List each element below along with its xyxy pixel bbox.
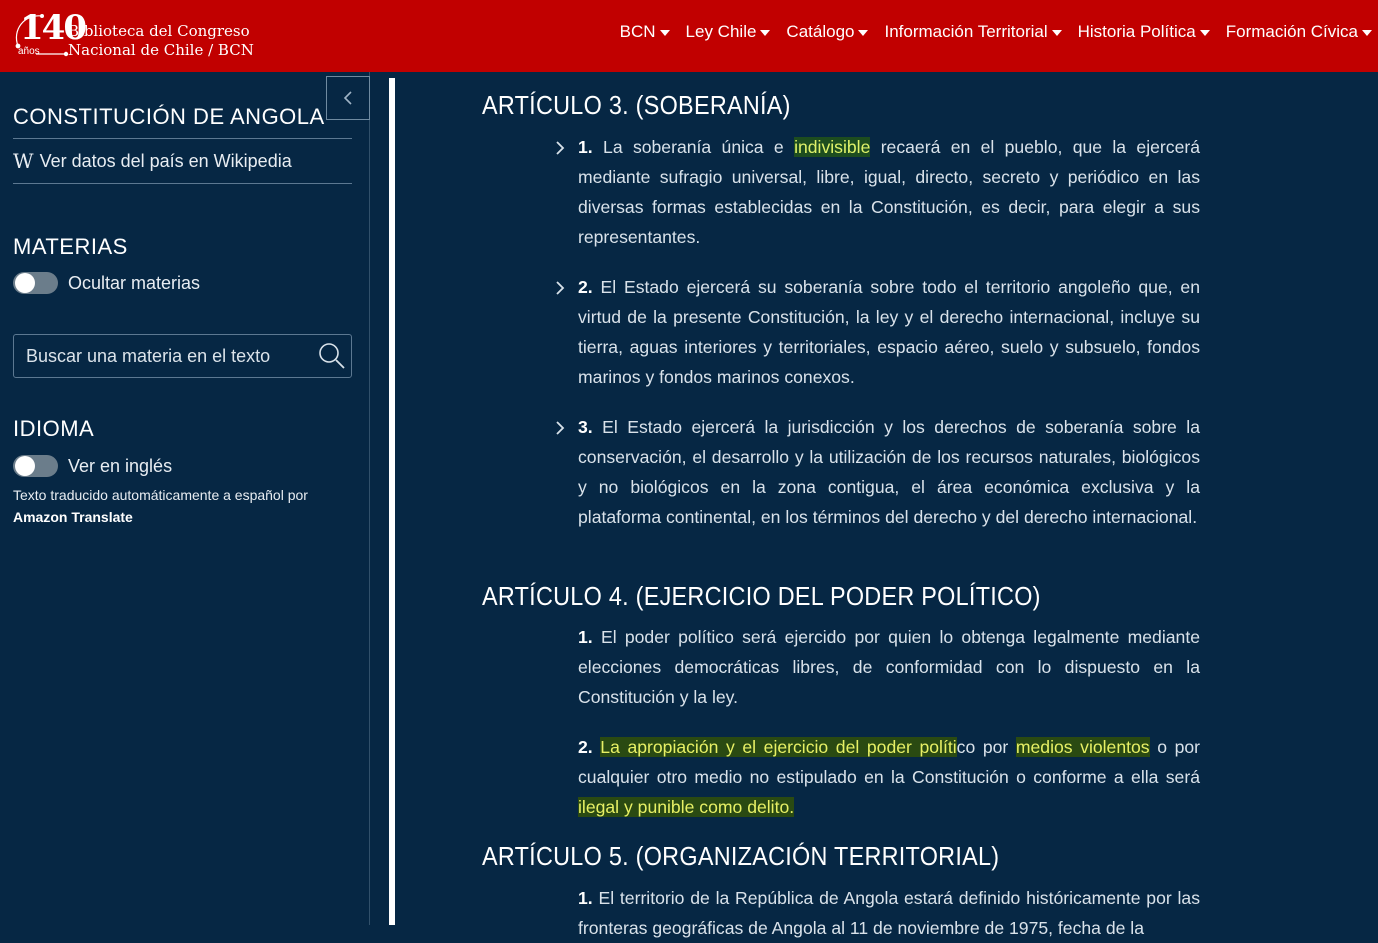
english-toggle-label: Ver en inglés xyxy=(68,455,173,476)
marker-highlight: La apropiación y el ejercicio del poder políti xyxy=(600,737,957,757)
caret-down-icon xyxy=(660,30,670,36)
collapse-sidebar-button[interactable] xyxy=(326,76,370,120)
paragraph-text: recaerá en el pueblo, que la ejercerá mediante sufragio universal, libre, igual, directo, secreto y periódico en las diversas formas establecidas en la Constitución, es decir, para elegir a sus representantes. xyxy=(578,137,1200,247)
wikipedia-link-label: Ver datos del país en Wikipedia xyxy=(39,150,292,171)
top-navigation-bar xyxy=(0,0,1378,72)
paragraph-text: El Estado ejercerá su soberanía sobre todo el territorio angoleño que, en virtud de la presente Constitución, la ley y el derecho internacional, incluye su tierra, aguas interiores y territoriales, espacio aéreo, suelo y subsuelo, fondos marinos y fondos marinos conexos. xyxy=(578,277,1200,387)
search-icon[interactable] xyxy=(317,341,347,371)
hide-materias-toggle[interactable] xyxy=(13,272,200,294)
logo-title-line2: Nacional de Chile / BCN xyxy=(68,41,254,59)
translation-provider: Amazon Translate xyxy=(13,509,133,525)
materia-search-input[interactable] xyxy=(14,346,317,367)
chevron-right-icon[interactable] xyxy=(553,140,567,156)
logo-years: años xyxy=(18,46,40,57)
nav-informacion-territorial[interactable] xyxy=(884,22,1061,42)
wikipedia-link[interactable] xyxy=(13,149,292,173)
translation-note xyxy=(13,484,353,528)
article-4-title: ARTÍCULO 4. (EJERCICIO DEL PODER POLÍTICO) xyxy=(482,581,1041,611)
chevron-right-icon[interactable] xyxy=(553,420,567,436)
hide-materias-label: Ocultar materias xyxy=(68,272,201,293)
paragraph-number: 2. xyxy=(578,277,593,297)
nav-formacion-civica[interactable] xyxy=(1226,22,1372,42)
marker-highlight: ilegal y punible como delito. xyxy=(578,797,795,817)
nav-bcn[interactable] xyxy=(620,22,670,42)
article-3-paragraph-1 xyxy=(578,132,1200,252)
paragraph-text: co por xyxy=(956,737,1009,757)
toggle-switch[interactable] xyxy=(13,272,58,294)
paragraph-number: 1. xyxy=(578,888,593,908)
paragraph-number: 3. xyxy=(578,417,593,437)
chevron-left-icon xyxy=(342,90,354,106)
idioma-heading: IDIOMA xyxy=(13,416,95,441)
paragraph-text: El Estado ejercerá la jurisdicción y los derechos de soberanía sobre la conservación, el desarrollo y la utilización de los recursos naturales, biológicos y no biológicos en la zona contigua, el área económica exclusiva y la plataforma continental, en los términos del derecho y del derecho internacional. xyxy=(578,417,1200,527)
logo-number: 140 xyxy=(20,8,85,48)
paragraph-text: El poder político será ejercido por quien lo obtenga legalmente mediante elecciones democráticas libres, de conformidad con lo dispuesto en la Constitución y la ley. xyxy=(578,627,1200,707)
english-toggle[interactable] xyxy=(13,455,172,477)
article-3-paragraph-2 xyxy=(578,272,1200,392)
nav-bcn-label: BCN xyxy=(619,22,656,41)
paragraph-text: o por cualquier otro medio no estipulado en la Constitución o conforme a ella será xyxy=(578,737,1200,787)
article-5-title: ARTÍCULO 5. (ORGANIZACIÓN TERRITORIAL) xyxy=(482,841,1000,871)
paragraph-number: 2. xyxy=(578,737,593,757)
article-4-paragraph-2 xyxy=(578,732,1200,822)
wikipedia-icon: W xyxy=(13,149,34,173)
nav-ley-chile-label: Ley Chile xyxy=(685,22,757,41)
highlighted-term[interactable]: indivisible xyxy=(794,137,871,157)
divider xyxy=(13,183,352,184)
article-4-paragraph-1 xyxy=(578,622,1200,712)
marker-highlight: medios violentos xyxy=(1015,737,1150,757)
toggle-knob xyxy=(15,273,35,293)
divider xyxy=(13,138,352,139)
nav-historia-politica[interactable] xyxy=(1078,22,1210,42)
toggle-switch[interactable] xyxy=(13,455,58,477)
toggle-knob xyxy=(15,456,35,476)
paragraph-number: 1. xyxy=(578,627,593,647)
materias-heading: MATERIAS xyxy=(13,234,128,259)
constitution-title: CONSTITUCIÓN DE ANGOLA xyxy=(13,104,325,129)
caret-down-icon xyxy=(1200,30,1210,36)
paragraph-text: La soberanía única e xyxy=(603,137,784,157)
nav-formacion-civica-label: Formación Cívica xyxy=(1225,22,1358,41)
caret-down-icon xyxy=(760,30,770,36)
nav-ley-chile[interactable] xyxy=(686,22,771,42)
caret-down-icon xyxy=(1052,30,1062,36)
paragraph-number: 1. xyxy=(578,137,593,157)
logo-title-line1: Biblioteca del Congreso xyxy=(68,22,250,40)
article-3-title: ARTÍCULO 3. (SOBERANÍA) xyxy=(482,90,791,120)
sidebar xyxy=(0,72,370,925)
bcn-logo[interactable] xyxy=(8,6,254,64)
caret-down-icon xyxy=(858,30,868,36)
main-nav xyxy=(604,22,1372,42)
caret-down-icon xyxy=(1362,30,1372,36)
constitution-text xyxy=(395,72,1378,938)
nav-informacion-territorial-label: Información Territorial xyxy=(884,22,1048,41)
nav-catalogo[interactable] xyxy=(786,22,868,42)
chevron-right-icon[interactable] xyxy=(553,280,567,296)
article-3-paragraph-3 xyxy=(578,412,1200,532)
translation-note-text: Texto traducido automáticamente a español por xyxy=(13,487,308,503)
nav-catalogo-label: Catálogo xyxy=(786,22,855,41)
article-5-paragraph-1 xyxy=(578,883,1200,943)
nav-historia-politica-label: Historia Política xyxy=(1077,22,1196,41)
materia-search-box xyxy=(13,334,352,378)
paragraph-text: El territorio de la República de Angola estará definido históricamente por las fronteras geográficas de Angola al 11 de noviembre de 1975, fecha de la xyxy=(578,888,1201,938)
